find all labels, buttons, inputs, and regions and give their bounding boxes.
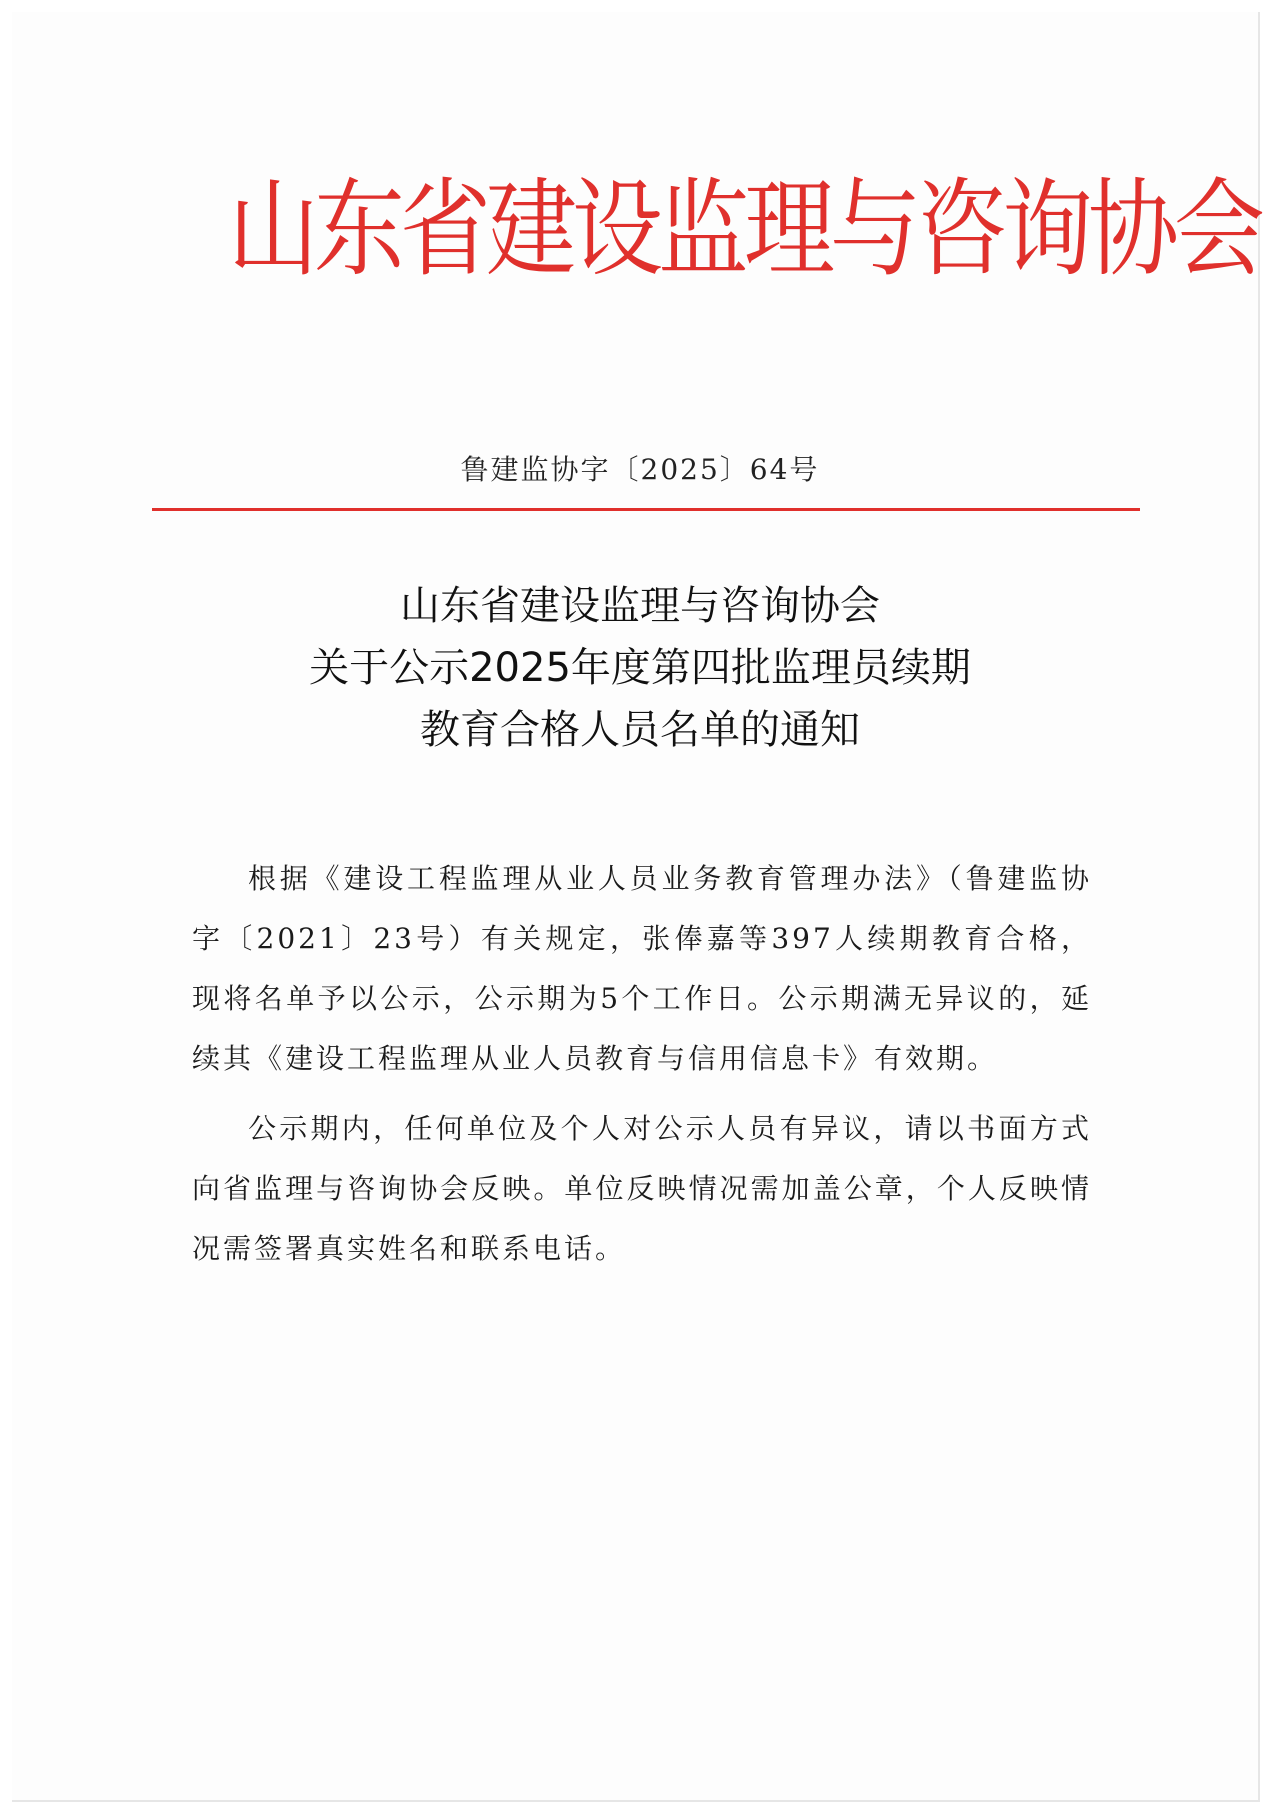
notice-title bbox=[0, 575, 1280, 761]
red-divider-line bbox=[152, 508, 1140, 511]
body-paragraph-2: 公示期内，任何单位及个人对公示人员有异议，请以书面方式向省监理与咨询协会反映。单位反映情况需加盖公章，个人反映情况需签署真实姓名和联系电话。 bbox=[192, 1112, 1092, 1265]
document-number: 鲁建监协字〔2025〕64号 bbox=[460, 453, 820, 486]
notice-title-line-3: 教育合格人员名单的通知 bbox=[420, 707, 860, 753]
notice-body bbox=[192, 849, 1092, 1289]
organization-header: 山东省建设监理与咨询协会 bbox=[227, 168, 1260, 291]
notice-title-line-2: 关于公示2025年度第四批监理员续期 bbox=[309, 645, 971, 691]
notice-title-line-1: 山东省建设监理与咨询协会 bbox=[400, 583, 880, 629]
body-paragraph-1: 根据《建设工程监理从业人员业务教育管理办法》（鲁建监协字〔2021〕23号）有关规定，张俸嘉等397人续期教育合格，现将名单予以公示，公示期为5个工作日。公示期满无异议的，延续其《建设工程监理从业人员教育与信用信息卡》有效期。 bbox=[192, 862, 1092, 1075]
